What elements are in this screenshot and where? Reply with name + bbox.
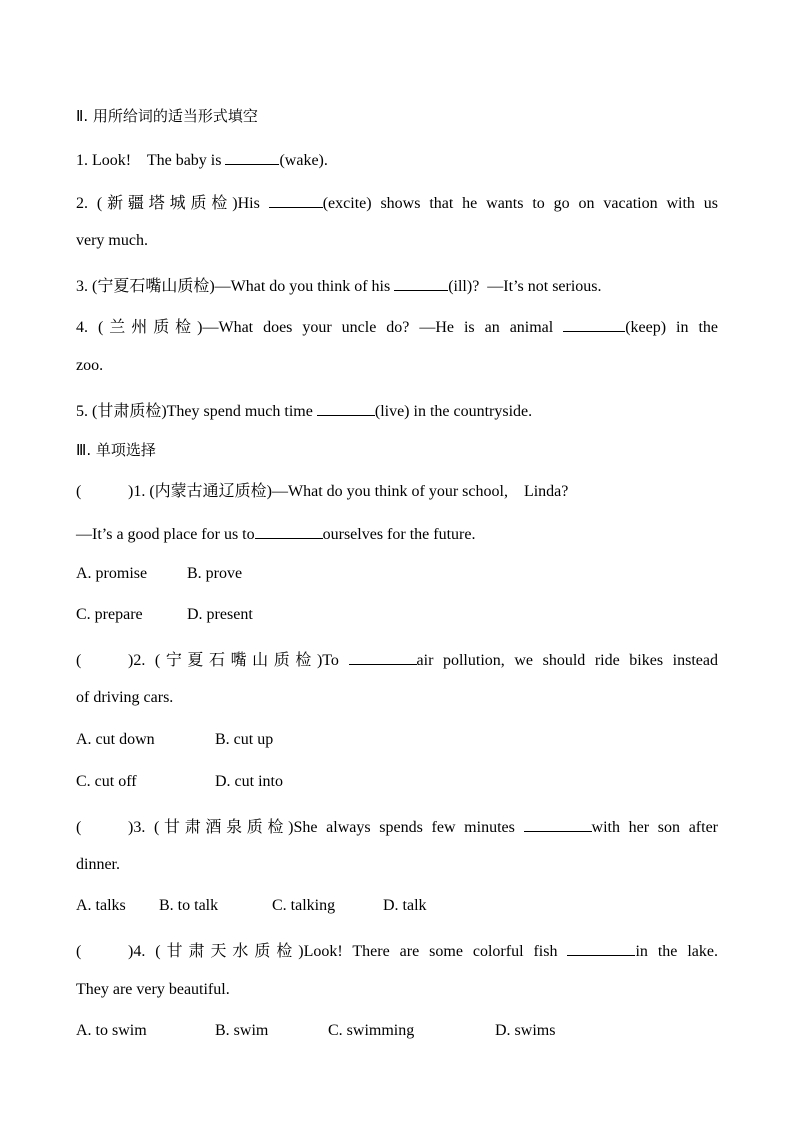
option-a[interactable]: A. to swim: [76, 1022, 147, 1039]
answer-blank[interactable]: [394, 273, 448, 291]
option-c[interactable]: C. swimming: [328, 1022, 415, 1039]
fill-question-1: 1. Look! The baby is (wake).: [76, 147, 718, 169]
section-2-heading: Ⅱ. 用所给词的适当形式填空: [76, 107, 258, 125]
mc-question-2: ( )2. (宁夏石嘴山质检)To air pollution, we should ride bikes instead: [76, 647, 718, 669]
option-b[interactable]: B. cut up: [215, 731, 274, 748]
answer-paren[interactable]: (: [76, 652, 82, 669]
mc-question-2-continued: of driving cars.: [76, 689, 174, 706]
option-a[interactable]: A. promise: [76, 565, 148, 582]
mc-question-1-line2: —It’s a good place for us to ourselves for the future.: [76, 521, 718, 543]
option-d[interactable]: D. talk: [383, 897, 427, 914]
mc-question-1: ( )1. (内蒙古通辽质检)—What do you think of your school, Linda?: [76, 481, 718, 503]
option-d[interactable]: D. cut into: [215, 773, 283, 790]
answer-paren[interactable]: (: [76, 483, 82, 500]
option-b[interactable]: B. to talk: [159, 897, 219, 914]
answer-blank[interactable]: [269, 190, 323, 208]
answer-blank[interactable]: [225, 147, 279, 165]
answer-paren[interactable]: (: [76, 943, 82, 960]
fill-question-4: 4. (兰州质检)—What does your uncle do? —He is an animal (keep) in the: [76, 314, 718, 336]
answer-blank[interactable]: [524, 814, 592, 832]
option-d[interactable]: D. present: [187, 606, 253, 623]
answer-blank[interactable]: [563, 314, 625, 332]
fill-question-5: 5. (甘肃质检)They spend much time (live) in the countryside.: [76, 398, 718, 420]
answer-blank[interactable]: [317, 398, 375, 416]
option-d[interactable]: D. swims: [495, 1022, 556, 1039]
section-3-heading: Ⅲ. 单项选择: [76, 441, 156, 459]
option-b[interactable]: B. swim: [215, 1022, 269, 1039]
mc-question-4: ( )4. (甘肃天水质检)Look! There are some colorful fish in the lake.: [76, 938, 718, 960]
answer-blank[interactable]: [567, 938, 635, 956]
mc-question-4-continued: They are very beautiful.: [76, 981, 230, 998]
mc-question-3: ( )3. (甘肃酒泉质检)She always spends few minutes with her son after: [76, 814, 718, 836]
answer-blank[interactable]: [255, 521, 323, 539]
mc-question-3-continued: dinner.: [76, 856, 120, 873]
answer-blank[interactable]: [349, 647, 417, 665]
answer-paren[interactable]: (: [76, 819, 82, 836]
option-c[interactable]: C. prepare: [76, 606, 143, 623]
option-c[interactable]: C. talking: [272, 897, 336, 914]
fill-question-2: 2. (新疆塔城质检)His (excite) shows that he wants to go on vacation with us: [76, 190, 718, 212]
option-c[interactable]: C. cut off: [76, 773, 137, 790]
option-a[interactable]: A. cut down: [76, 731, 155, 748]
fill-question-3: 3. (宁夏石嘴山质检)—What do you think of his (ill)? —It’s not serious.: [76, 273, 718, 295]
fill-question-4-continued: zoo.: [76, 357, 104, 374]
option-a[interactable]: A. talks: [76, 897, 126, 914]
fill-question-2-continued: very much.: [76, 232, 148, 249]
option-b[interactable]: B. prove: [187, 565, 243, 582]
